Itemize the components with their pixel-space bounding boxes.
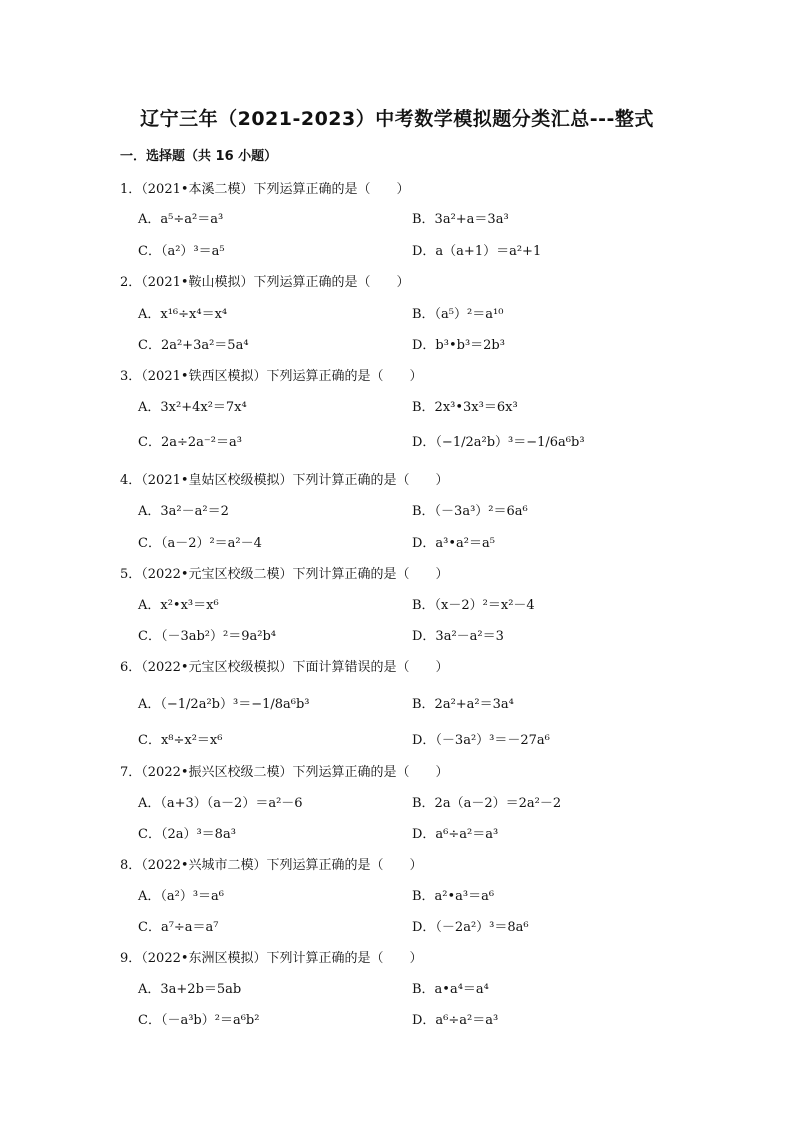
option-b: B．2a²+a²＝3a⁴ bbox=[412, 697, 514, 712]
option-b: B．3a²+a＝3a³ bbox=[412, 212, 509, 227]
question-stem: 3．（2021•铁西区模拟）下列运算正确的是（ ） bbox=[120, 369, 423, 384]
option-c: C．2a²+3a²＝5a⁴ bbox=[138, 338, 249, 353]
option-c: C．（a－2）²＝a²－4 bbox=[138, 536, 262, 551]
option-c: C．2a÷2a⁻²＝a³ bbox=[138, 435, 242, 450]
question-stem: 1．（2021•本溪二模）下列运算正确的是（ ） bbox=[120, 182, 410, 197]
question-stem: 2．（2021•鞍山模拟）下列运算正确的是（ ） bbox=[120, 275, 410, 290]
question-stem: 7．（2022•振兴区校级二模）下列运算正确的是（ ） bbox=[120, 765, 449, 780]
option-a: A．x²•x³＝x⁶ bbox=[138, 598, 219, 613]
option-a: A．3a+2b＝5ab bbox=[138, 982, 242, 997]
option-b: B．a²•a³＝a⁶ bbox=[412, 889, 495, 904]
option-d: D．3a²－a²＝3 bbox=[412, 629, 504, 644]
option-c: C．（a²）³＝a⁵ bbox=[138, 244, 225, 259]
option-c: C．x⁸÷x²＝x⁶ bbox=[138, 733, 223, 748]
option-a: A．x¹⁶÷x⁴＝x⁴ bbox=[138, 307, 228, 322]
document-title: 辽宁三年（2021-2023）中考数学模拟题分类汇总---整式 bbox=[140, 108, 654, 130]
question-stem: 9．（2022•东洲区模拟）下列计算正确的是（ ） bbox=[120, 951, 423, 966]
option-d: D．a³•a²＝a⁵ bbox=[412, 536, 495, 551]
option-d: D．（−1/2a²b）³＝−1/6a⁶b³ bbox=[412, 435, 585, 450]
option-a: A．3a²－a²＝2 bbox=[138, 504, 229, 519]
option-d: D．（－2a²）³＝8a⁶ bbox=[412, 920, 529, 935]
option-b: B．a•a⁴＝a⁴ bbox=[412, 982, 489, 997]
option-d: D．（－3a²）³＝－27a⁶ bbox=[412, 733, 550, 748]
section-heading: 一．选择题（共 16 小题） bbox=[120, 149, 278, 164]
option-a: A．3x²+4x²＝7x⁴ bbox=[138, 400, 247, 415]
option-a: A．（−1/2a²b）³＝−1/8a⁶b³ bbox=[138, 697, 310, 712]
option-b: B．（a⁵）²＝a¹⁰ bbox=[412, 307, 504, 322]
option-b: B．（－3a³）²＝6a⁶ bbox=[412, 504, 528, 519]
option-c: C．（－3ab²）²＝9a²b⁴ bbox=[138, 629, 276, 644]
option-a: A．（a²）³＝a⁶ bbox=[138, 889, 225, 904]
option-c: C．a⁷÷a＝a⁷ bbox=[138, 920, 219, 935]
question-stem: 8．（2022•兴城市二模）下列运算正确的是（ ） bbox=[120, 858, 423, 873]
option-a: A．a⁵÷a²＝a³ bbox=[138, 212, 224, 227]
option-b: B．2a（a－2）＝2a²－2 bbox=[412, 796, 562, 811]
option-d: D．a⁶÷a²＝a³ bbox=[412, 1013, 499, 1028]
question-stem: 5．（2022•元宝区校级二模）下列计算正确的是（ ） bbox=[120, 567, 449, 582]
option-d: D．b³•b³＝2b³ bbox=[412, 338, 505, 353]
option-b: B．2x³•3x³＝6x³ bbox=[412, 400, 518, 415]
option-d: D．a⁶÷a²＝a³ bbox=[412, 827, 499, 842]
question-stem: 6．（2022•元宝区校级模拟）下面计算错误的是（ ） bbox=[120, 660, 449, 675]
option-c: C．（2a）³＝8a³ bbox=[138, 827, 236, 842]
option-d: D．a（a+1）＝a²+1 bbox=[412, 244, 542, 259]
option-a: A．（a+3）（a－2）＝a²－6 bbox=[138, 796, 303, 811]
option-c: C．（－a³b）²＝a⁶b² bbox=[138, 1013, 260, 1028]
option-b: B．（x－2）²＝x²－4 bbox=[412, 598, 535, 613]
question-stem: 4．（2021•皇姑区校级模拟）下列计算正确的是（ ） bbox=[120, 473, 449, 488]
